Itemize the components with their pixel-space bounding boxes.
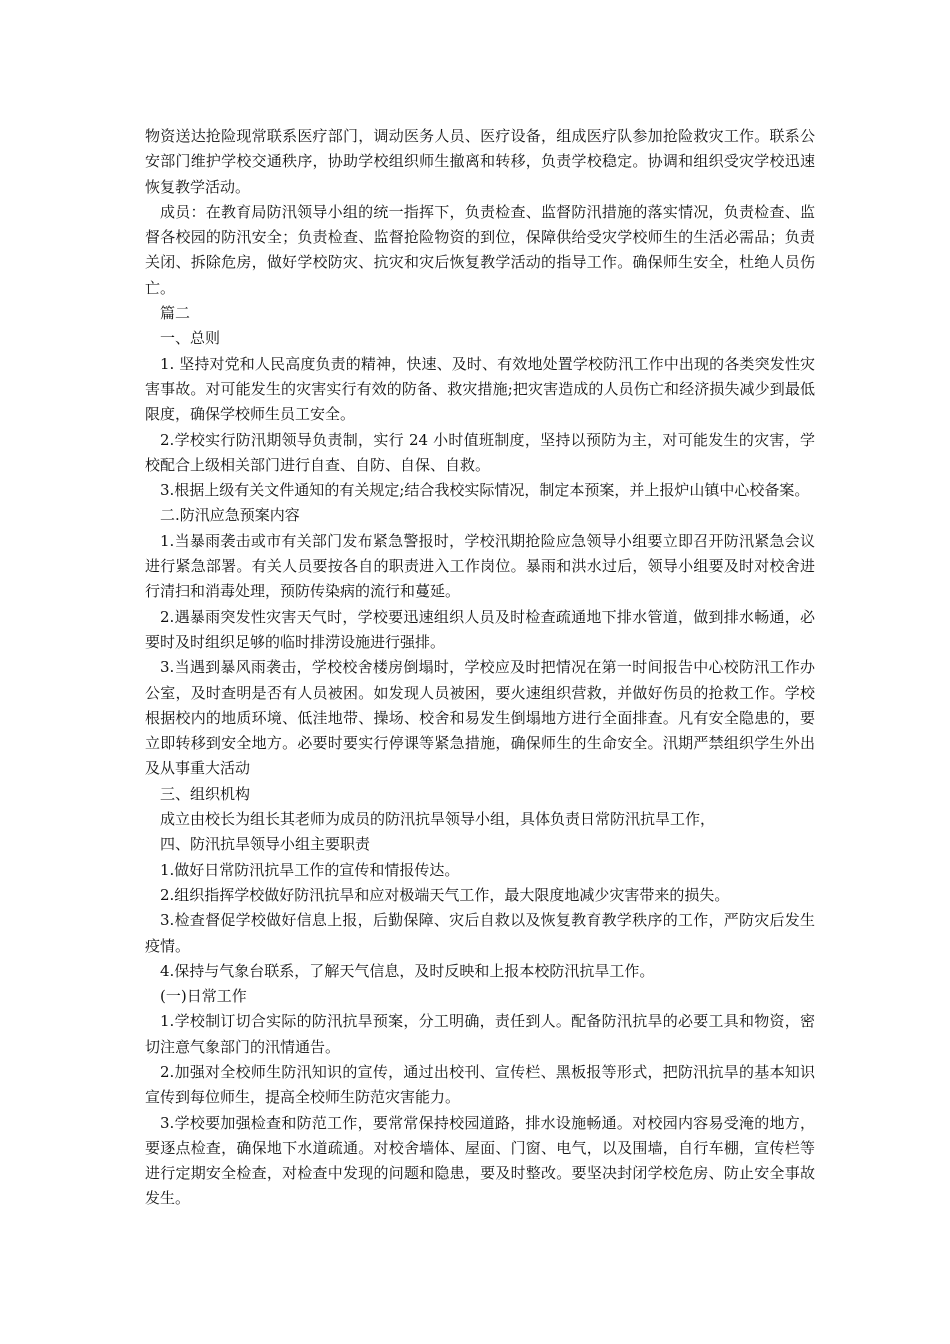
paragraph: 3.当遇到暴风雨袭击，学校校舍楼房倒塌时，学校应及时把情况在第一时间报告中心校防汛工作办公室，及时查明是否有人员被困。如发现人员被困，要火速组织营救，并做好伤员的抢救工作。学校根据校内的地质环境、低洼地带、操场、校舍和易发生倒塌地方进行全面排查。凡有安全隐患的，要立即转移到安全地方。必要时要实行停课等紧急措施，确保师生的生命安全。汛期严禁组织学生外出及从事重大活动	[145, 658, 815, 778]
paragraph: 成立由校长为组长其老师为成员的防汛抗旱领导小组，具体负责日常防汛抗旱工作，	[160, 810, 716, 829]
paragraph: 1.学校制订切合实际的防汛抗旱预案，分工明确，责任到人。配备防汛抗旱的必要工具和物资，密切注意气象部门的汛情通告。	[145, 1012, 815, 1056]
section-heading: 篇二	[160, 304, 191, 323]
section-heading: (一)日常工作	[160, 987, 247, 1006]
paragraph: 1. 坚持对党和人民高度负责的精神，快速、及时、有效地处置学校防汛工作中出现的各类突发性灾害事故。对可能发生的灾害实行有效的防备、救灾措施;把灾害造成的人员伤亡和经济损失减少到最低限度，确保学校师生员工安全。	[145, 354, 815, 424]
paragraph: 3.学校要加强检查和防范工作，要常常保持校园道路，排水设施畅通。对校园内容易受淹的地方，要逐点检查，确保地下水道疏通。对校舍墙体、屋面、门窗、电气，以及围墙，自行车棚，宣传栏等进行定期安全检查，对检查中发现的问题和隐患，要及时整改。要坚决封闭学校危房、防止安全事故发生。	[145, 1113, 815, 1208]
paragraph: 3.根据上级有关文件通知的有关规定;结合我校实际情况，制定本预案，并上报炉山镇中心校备案。	[160, 481, 810, 500]
paragraph: 2.组织指挥学校做好防汛抗旱和应对极端天气工作，最大限度地减少灾害带来的损失。	[160, 885, 730, 904]
paragraph: 1.当暴雨袭击或市有关部门发布紧急警报时，学校汛期抢险应急领导小组要立即召开防汛紧急会议进行紧急部署。有关人员要按各自的职责进入工作岗位。暴雨和洪水过后，领导小组要及时对校舍进行清扫和消毒处理，预防传染病的流行和蔓延。	[145, 531, 815, 601]
paragraph: 2.遇暴雨突发性灾害天气时，学校要迅速组织人员及时检查疏通地下排水管道，做到排水畅通，必要时及时组织足够的临时排涝设施进行强排。	[145, 607, 815, 651]
paragraph: 3.检查督促学校做好信息上报，后勤保障、灾后自救以及恢复教育教学秩序的工作，严防灾后发生疫情。	[145, 911, 815, 955]
paragraph: 4.保持与气象台联系，了解天气信息，及时反映和上报本校防汛抗旱工作。	[160, 961, 655, 980]
paragraph: 2.加强对全校师生防汛知识的宣传，通过出校刊、宣传栏、黑板报等形式，把防汛抗旱的基本知识宣传到每位师生，提高全校师生防范灾害能力。	[145, 1062, 815, 1107]
section-heading: 一、总则	[160, 329, 221, 348]
document-body	[145, 124, 815, 1212]
paragraph: 成员：在教育局防汛领导小组的统一指挥下，负责检查、监督防汛措施的落实情况，负责检查、监督各校园的防汛安全；负责检查、监督抢险物资的到位，保障供给受灾学校师生的生活必需品；负责关闭、拆除危房，做好学校防灾、抗灾和灾后恢复教学活动的指导工作。确保师生安全，杜绝人员伤亡。	[145, 202, 815, 297]
paragraph: 物资送达抢险现常联系医疗部门，调动医务人员、医疗设备，组成医疗队参加抢险救灾工作。联系公安部门维护学校交通秩序，协助学校组织师生撤离和转移，负责学校稳定。协调和组织受灾学校迅速恢复教学活动。	[145, 127, 815, 196]
section-heading: 三、组织机构	[160, 784, 251, 803]
section-heading: 二.防汛应急预案内容	[160, 506, 300, 525]
paragraph: 1.做好日常防汛抗旱工作的宣传和情报传达。	[160, 860, 460, 879]
paragraph: 2.学校实行防汛期领导负责制，实行 24 小时值班制度，坚持以预防为主，对可能发生的灾害，学校配合上级相关部门进行自查、自防、自保、自救。	[145, 430, 815, 474]
section-heading: 四、防汛抗旱领导小组主要职责	[160, 835, 371, 854]
